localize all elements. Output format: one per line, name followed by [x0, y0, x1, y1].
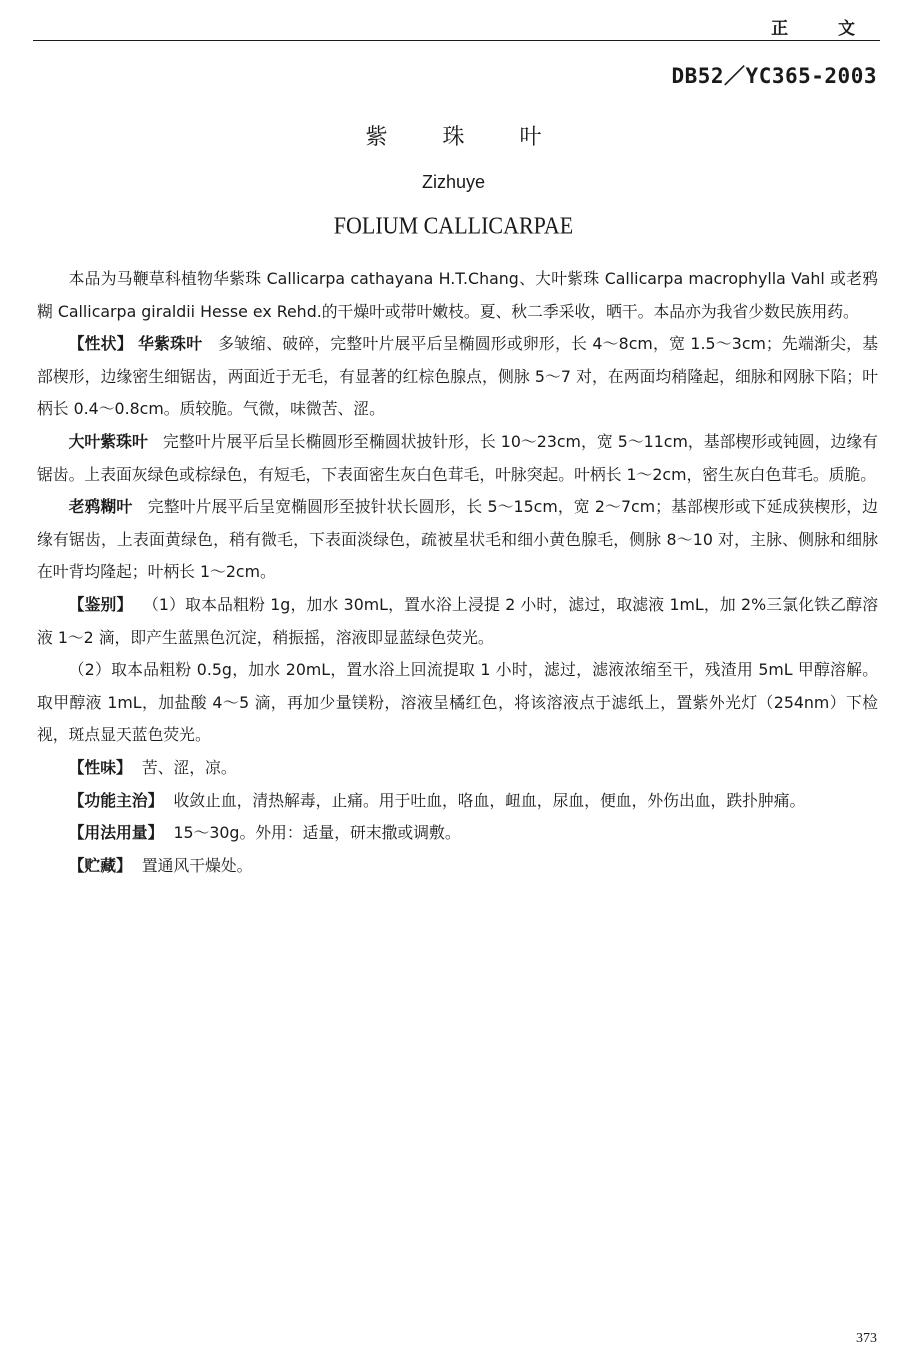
functions-label: 【功能主治】: [68, 790, 164, 810]
identification-paragraph-1: [37, 589, 878, 654]
functions-paragraph: [37, 785, 878, 818]
description-sub3-label: 老鸦糊叶: [68, 497, 133, 517]
description-paragraph-2: [37, 426, 878, 491]
functions-text: 收敛止血，清热解毒，止痛。用于吐血，咯血，衄血，尿血，便血，外伤出血，跌扑肿痛。: [173, 790, 806, 810]
running-head: 正 文: [771, 19, 877, 39]
title-pinyin: Zizhuye: [421, 172, 486, 192]
storage-label: 【贮藏】: [68, 855, 132, 875]
description-sub3-text: 完整叶片展平后呈宽椭圆形至披针状长圆形，长 5～15cm，宽 2～7cm；基部楔形或下延成狭楔形，边缘有锯齿，上表面黄绿色，稍有微毛，下表面淡绿色，疏被星状毛和细小黄色腺毛，侧脉 8～10 对，主脉、侧脉和细脉在叶背均隆起；叶柄长 1～2cm。: [37, 497, 878, 582]
storage-text: 置通风干燥处。: [141, 855, 253, 875]
storage-paragraph: [37, 850, 878, 883]
dosage-paragraph: [37, 817, 878, 850]
description-sub1-text: 多皱缩、破碎，完整叶片展平后呈椭圆形或卵形，长 4～8cm，宽 1.5～3cm；先端渐尖，基部楔形，边缘密生细锯齿，两面近于无毛，有显著的红棕色腺点，侧脉 5～7 对，在两面均稍隆起，细脉和网脉下陷；叶柄长 0.4～0.8cm。质较脆。气微，味微苦、涩。: [37, 334, 878, 419]
dosage-label: 【用法用量】: [68, 823, 164, 843]
standard-code: DB52／YC365-2003: [671, 64, 877, 88]
header-rule: [33, 40, 880, 41]
description-sub2-label: 大叶紫珠叶: [68, 431, 148, 451]
identification-test-1: （1）取本品粗粉 1g，加水 30mL，置水浴上浸提 2 小时，滤过，取滤液 1mL，加 2%三氯化铁乙醇溶液 1～2 滴，即产生蓝黑色沉淀，稍振摇，溶液即显蓝绿色荧光。: [37, 594, 878, 647]
description-paragraph-1: [37, 328, 878, 426]
identification-paragraph-2: （2）取本品粗粉 0.5g，加水 20mL，置水浴上回流提取 1 小时，滤过，滤液浓缩至干，残渣用 5mL 甲醇溶解。取甲醇液 1mL，加盐酸 4～5 滴，再加少量镁粉，溶液呈橘红色，将该溶液点于滤纸上，置紫外光灯（254nm）下检视，斑点显天蓝色荧光。: [37, 660, 878, 745]
identification-label: 【鉴别】: [68, 594, 133, 614]
dosage-text: 15～30g。外用：适量，研末撒或调敷。: [173, 823, 461, 843]
taste-label: 【性味】: [68, 757, 132, 777]
taste-paragraph: [37, 752, 878, 785]
description-label: 【性状】: [68, 334, 133, 354]
description-sub2-text: 完整叶片展平后呈长椭圆形至椭圆状披针形，长 10～23cm，宽 5～11cm，基部楔形或钝圆，边缘有锯齿。上表面灰绿色或棕绿色，有短毛，下表面密生灰白色茸毛，叶脉突起。叶柄长 1～2cm，密生灰白色茸毛。质脆。: [37, 431, 878, 484]
intro-paragraph: 本品为马鞭草科植物华紫珠 Callicarpa cathayana H.T.Chang、大叶紫珠 Callicarpa macrophylla Vahl 或老鸦糊 Callicarpa giraldii Hesse ex Rehd.的干燥叶或带叶嫩枝。夏、秋二季采收，晒干。本品亦为我省少数民族用药。: [37, 269, 878, 321]
page-number: 373: [856, 1331, 877, 1346]
description-paragraph-3: [37, 491, 878, 589]
title-chinese: 紫 珠 叶: [365, 125, 566, 150]
monograph-body: [37, 263, 878, 882]
description-sub1-label: 华紫珠叶: [138, 334, 203, 354]
title-latin: FOLIUM CALLICARPAE: [333, 211, 574, 239]
taste-text: 苦、涩，凉。: [141, 757, 237, 777]
